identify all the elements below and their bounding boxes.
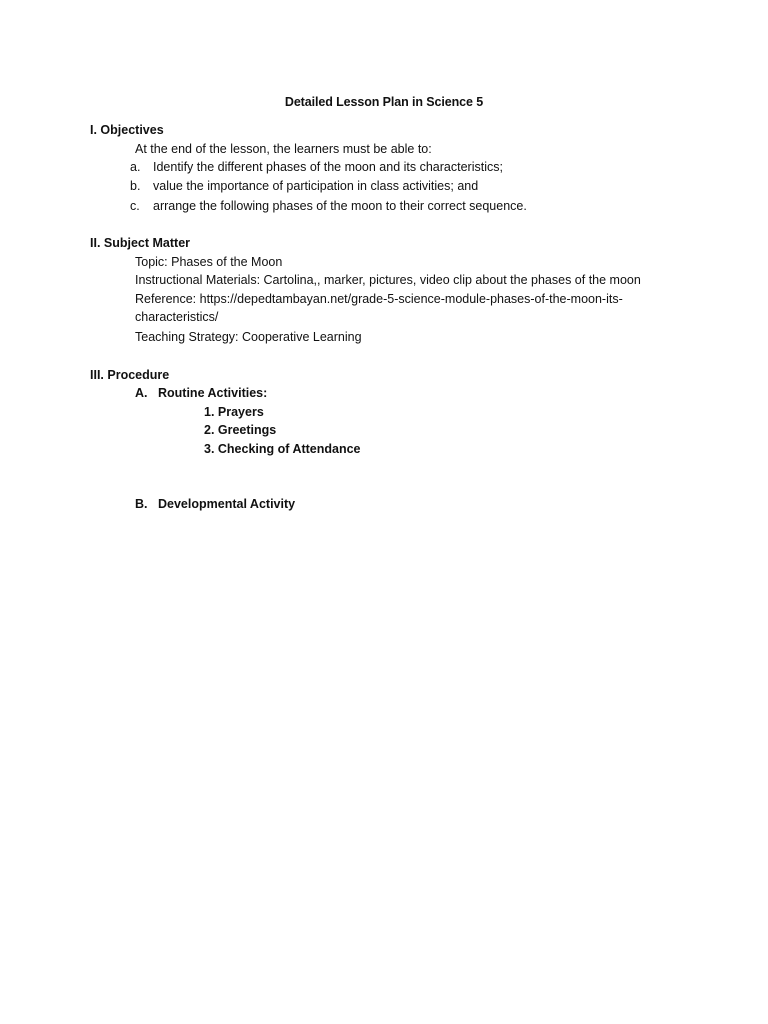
procedure-heading: III. Procedure [90, 368, 170, 382]
routine-item-attendance: 3. Checking of Attendance [204, 442, 361, 456]
topic-line: Topic: Phases of the Moon [135, 255, 283, 269]
objective-text: value the importance of participation in class activities; and [153, 179, 479, 193]
objective-marker: c. [130, 199, 140, 213]
objective-text: Identify the different phases of the moon and its characteristics; [153, 160, 503, 174]
subject-matter-heading: II. Subject Matter [90, 236, 191, 250]
procedure-label: Routine Activities: [158, 386, 268, 400]
objective-item-c [130, 197, 527, 216]
strategy-line: Teaching Strategy: Cooperative Learning [135, 330, 362, 344]
objectives-heading: I. Objectives [90, 123, 164, 137]
objectives-intro: At the end of the lesson, the learners must be able to: [135, 142, 432, 156]
procedure-label: Developmental Activity [158, 497, 296, 511]
materials-line: Instructional Materials: Cartolina,, marker, pictures, video clip about the phases of the moon [135, 273, 641, 287]
reference-line-continued: characteristics/ [135, 310, 219, 324]
objective-text: arrange the following phases of the moon to their correct sequence. [153, 199, 527, 213]
objective-marker: a. [130, 160, 141, 174]
objective-item-a [130, 158, 503, 177]
procedure-marker: B. [135, 497, 148, 511]
procedure-item-b [135, 495, 295, 514]
reference-line: Reference: https://depedtambayan.net/grade-5-science-module-phases-of-the-moon-its- [135, 292, 623, 306]
procedure-marker: A. [135, 386, 148, 400]
routine-item-prayers: 1. Prayers [204, 405, 264, 419]
objective-marker: b. [130, 179, 141, 193]
objective-item-b [130, 177, 478, 196]
procedure-item-a [135, 384, 267, 403]
routine-item-greetings: 2. Greetings [204, 423, 277, 437]
document-title: Detailed Lesson Plan in Science 5 [284, 95, 484, 109]
